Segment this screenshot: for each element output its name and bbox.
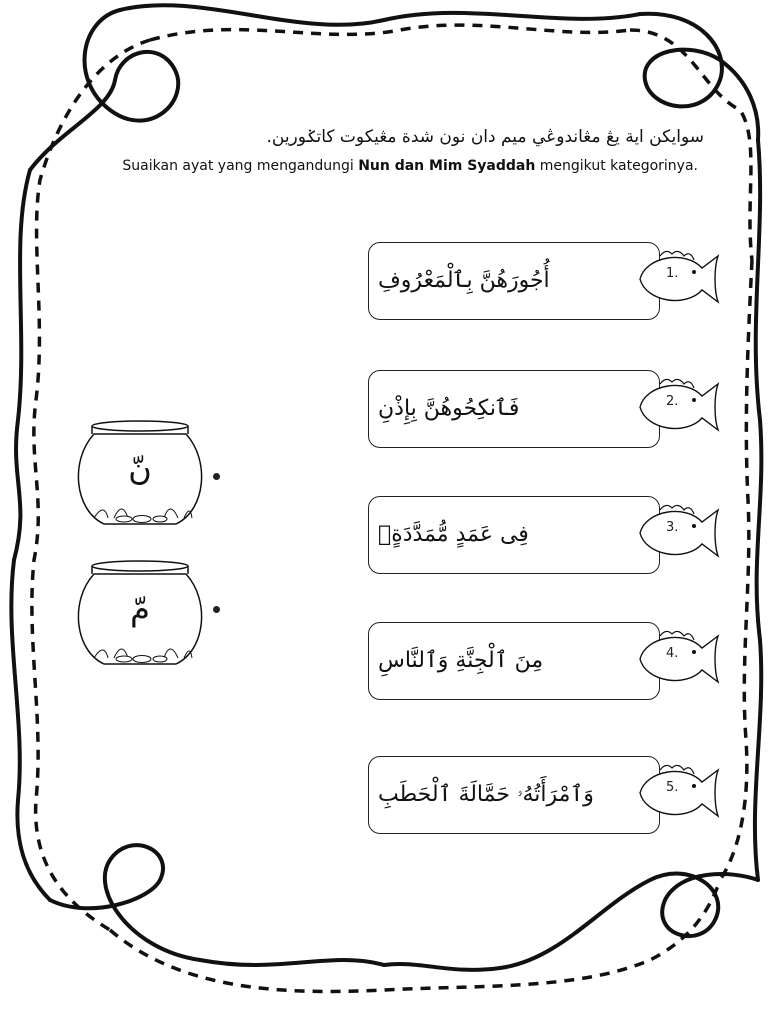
ayat-item-3[interactable] xyxy=(368,496,718,574)
bowl-letter: نّ xyxy=(128,450,152,488)
instruction-rumi xyxy=(58,158,698,174)
ayat-text: فَٱنكِحُوهُنَّ بِإِذْنِ xyxy=(378,395,520,421)
fish-icon xyxy=(636,502,724,564)
item-number: 5. xyxy=(666,780,679,795)
ayat-text: فِى عَمَدٍ مُّمَدَّدَةٍۭ xyxy=(378,521,529,547)
bowl-letter: مّ xyxy=(130,590,150,628)
fishbowl-mim[interactable] xyxy=(74,560,206,670)
fish-icon xyxy=(636,376,724,438)
ayat-text: وَٱمْرَأَتُهُۥ حَمَّالَةَ ٱلْحَطَبِ xyxy=(378,781,594,807)
item-number: 3. xyxy=(666,520,679,535)
ayat-text: أُجُورَهُنَّ بِٱلْمَعْرُوفِ xyxy=(378,267,550,293)
match-dot-mim[interactable] xyxy=(213,606,220,613)
ayat-text: مِنَ ٱلْجِنَّةِ وَٱلنَّاسِ xyxy=(378,647,544,673)
fish-icon xyxy=(636,248,724,310)
instruction-rumi-part2: mengikut kategorinya. xyxy=(535,158,698,174)
instruction-rumi-part1: Suaikan ayat yang mengandungi xyxy=(122,158,359,174)
instruction-jawi: سوايكن اية يڠ مڠاندوڠي ميم دان نون شدة مڠيكوت كاتݢورين. xyxy=(266,127,704,147)
item-number: 2. xyxy=(666,394,679,409)
item-number: 4. xyxy=(666,646,679,661)
fish-icon xyxy=(636,762,724,824)
match-dot-nun[interactable] xyxy=(213,473,220,480)
ayat-item-1[interactable] xyxy=(368,242,718,320)
ayat-item-2[interactable] xyxy=(368,370,718,448)
ayat-item-4[interactable] xyxy=(368,622,718,700)
instruction-rumi-bold: Nun dan Mim Syaddah xyxy=(358,158,536,174)
fishbowl-nun[interactable] xyxy=(74,420,206,530)
fish-icon xyxy=(636,628,724,690)
ayat-item-5[interactable] xyxy=(368,756,718,834)
item-number: 1. xyxy=(666,266,679,281)
